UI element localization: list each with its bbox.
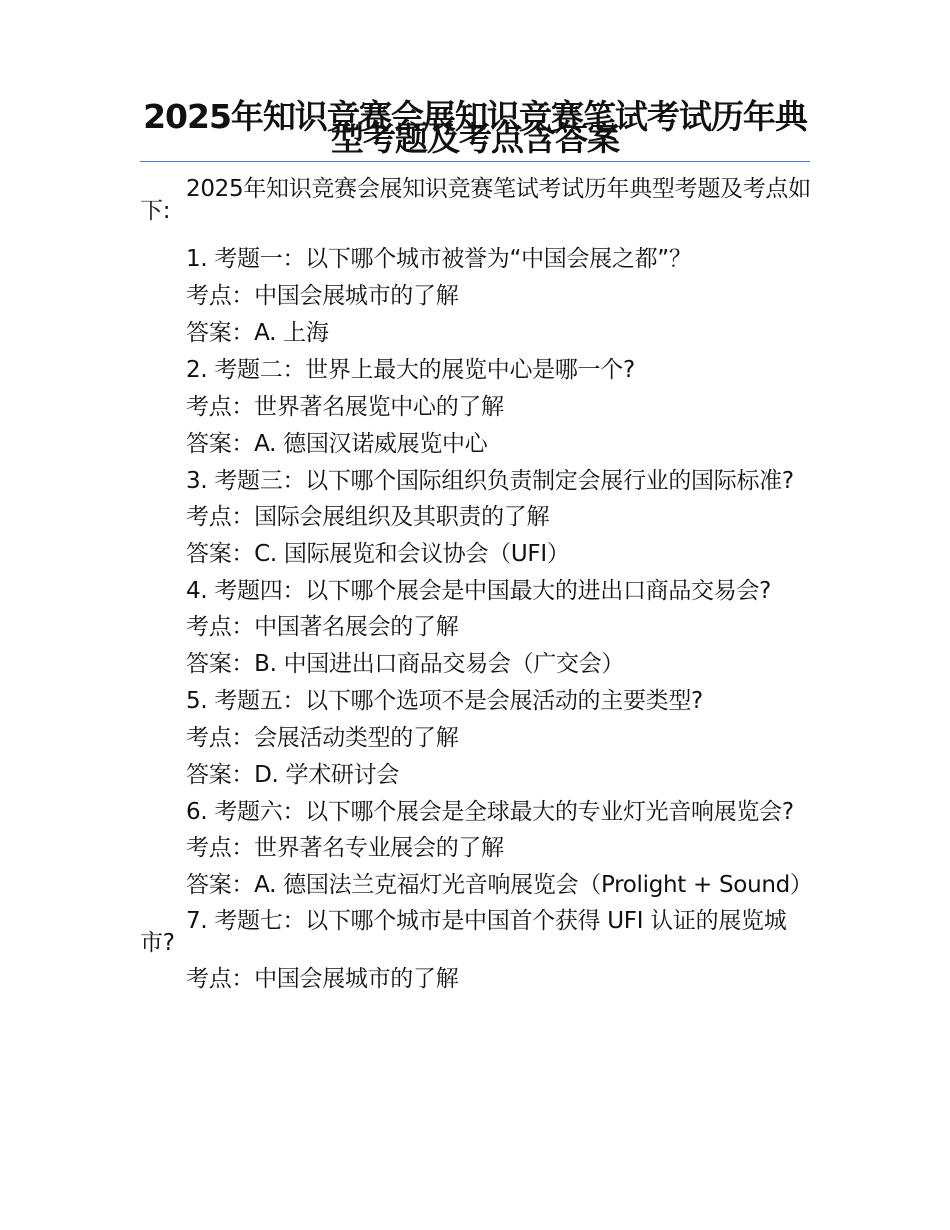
question-6: 6. 考题六：以下哪个展会是全球最大的专业灯光音响展览会? <box>186 799 794 825</box>
exam-point-6: 考点：世界著名专业展会的了解 <box>186 835 504 861</box>
answer-3: 答案：C. 国际展览和会议协会（UFI） <box>186 541 570 567</box>
exam-point-5: 考点：会展活动类型的了解 <box>186 725 459 751</box>
answer-2: 答案：A. 德国汉诺威展览中心 <box>186 431 488 457</box>
exam-point-2: 考点：世界著名展览中心的了解 <box>186 394 504 420</box>
document-title: 2025年知识竞赛会展知识竞赛笔试考试历年典型考题及考点含答案 <box>143 97 807 158</box>
exam-point-1: 考点：中国会展城市的了解 <box>186 283 459 309</box>
exam-point-4: 考点：中国著名展会的了解 <box>186 614 459 640</box>
question-7: 7. 考题七：以下哪个城市是中国首个获得 UFI 认证的展览城市? <box>140 908 787 956</box>
question-1: 1. 考题一：以下哪个城市被誉为“中国会展之都”？ <box>186 246 692 272</box>
intro-paragraph: 2025年知识竞赛会展知识竞赛笔试考试历年典型考题及考点如下: <box>140 176 811 224</box>
answer-1: 答案：A. 上海 <box>186 320 329 346</box>
document-body <box>140 178 812 1005</box>
question-5: 5. 考题五：以下哪个选项不是会展活动的主要类型? <box>186 688 703 714</box>
question-3: 3. 考题三：以下哪个国际组织负责制定会展行业的国际标准? <box>186 468 794 494</box>
exam-point-7: 考点：中国会展城市的了解 <box>186 966 459 992</box>
question-2: 2. 考题二：世界上最大的展览中心是哪一个? <box>186 357 635 383</box>
question-4: 4. 考题四：以下哪个展会是中国最大的进出口商品交易会? <box>186 578 772 604</box>
answer-5: 答案：D. 学术研讨会 <box>186 762 400 788</box>
title-underline <box>140 161 810 162</box>
answer-4: 答案：B. 中国进出口商品交易会（广交会） <box>186 651 625 677</box>
exam-point-3: 考点：国际会展组织及其职责的了解 <box>186 504 550 530</box>
answer-6: 答案：A. 德国法兰克福灯光音响展览会（Prolight + Sound） <box>186 872 813 898</box>
